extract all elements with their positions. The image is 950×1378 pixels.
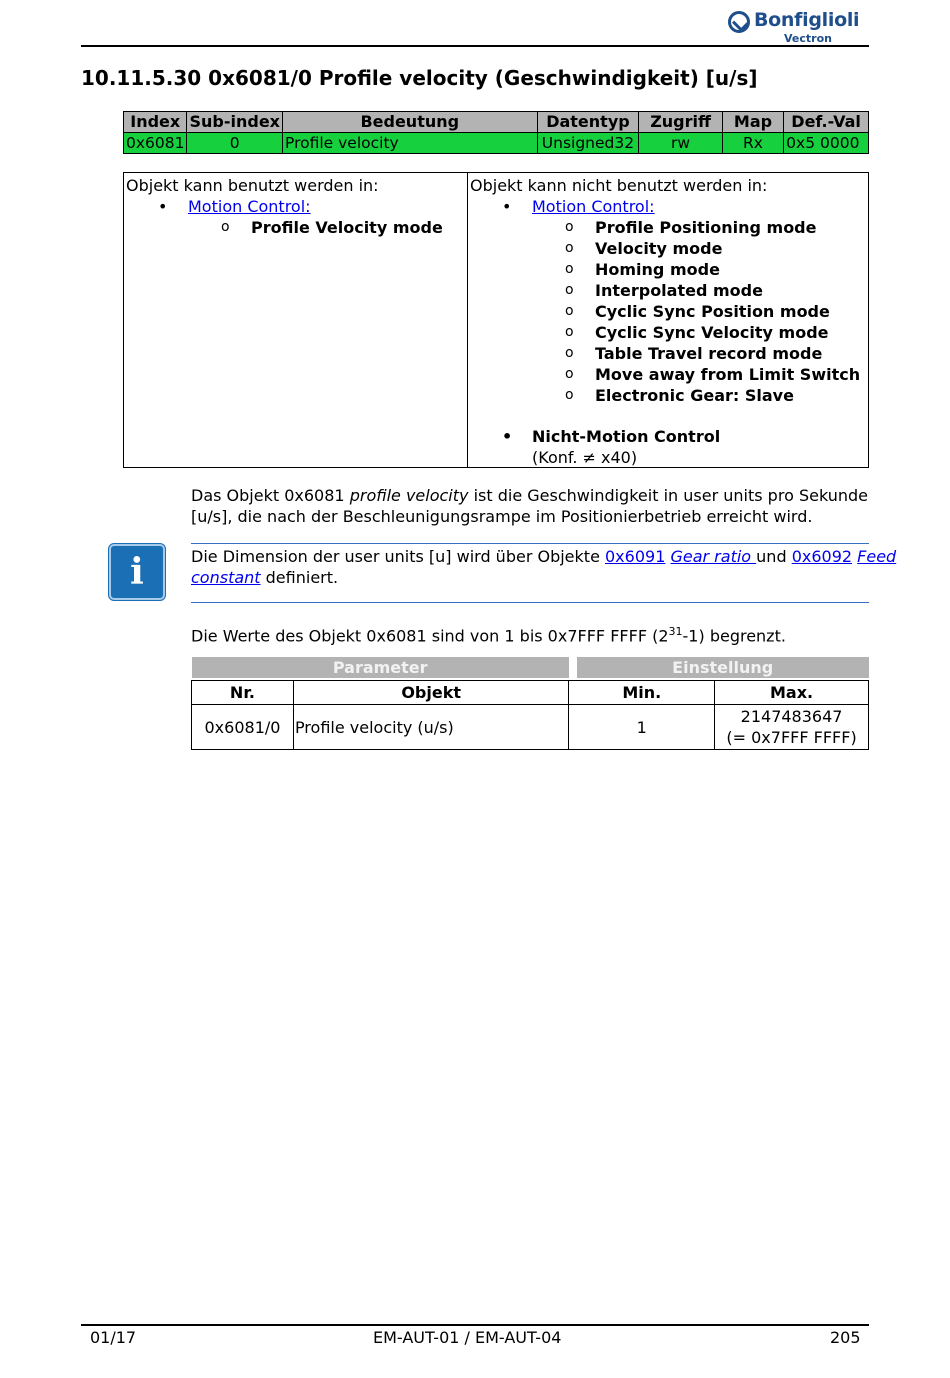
section-title: 10.11.5.30 0x6081/0 Profile velocity (Geschwindigkeit) [u/s] — [81, 66, 758, 90]
info-text: definiert. — [260, 568, 339, 587]
info-text: Die Dimension der user units [u] wird über Objekte — [191, 547, 605, 566]
cell-subindex: 0 — [187, 133, 283, 154]
parameter-table-header — [192, 681, 869, 705]
object-table-header — [124, 112, 869, 133]
info-icon-glyph: i — [130, 551, 144, 593]
range-text-a: Die Werte des Objekt 0x6081 sind von 1 bis 0x7FFF FFFF (2 — [191, 626, 669, 646]
cannot-mode: o Profile Positioning mode — [595, 217, 816, 238]
header-max: Max. — [715, 681, 869, 705]
usage-box — [123, 172, 869, 468]
description-line-2: [u/s], die nach der Beschleunigungsrampe im Positionierbetrieb erreicht wird. — [191, 507, 813, 526]
header-nr: Nr. — [192, 681, 294, 705]
can-group — [188, 196, 311, 217]
motion-control-link[interactable]: Motion Control: — [188, 197, 311, 216]
footer-page: 205 — [830, 1328, 861, 1347]
header-index: Index — [124, 112, 187, 133]
desc-text: ist die Geschwindigkeit in user units pro Sekunde — [468, 486, 869, 505]
group-gap — [569, 657, 577, 678]
header-bedeutung: Bedeutung — [283, 112, 538, 133]
cannot-mode: o Velocity mode — [595, 238, 722, 259]
info-top-rule — [191, 543, 869, 544]
cell-zugriff: rw — [639, 133, 722, 154]
cannot-title: Objekt kann nicht benutzt werden in: — [470, 176, 768, 195]
range-exponent: 31 — [668, 625, 683, 638]
cannot-mode: o Interpolated mode — [595, 280, 763, 301]
info-icon — [109, 544, 165, 600]
info-bottom-rule — [191, 602, 869, 603]
info-text: und — [756, 547, 792, 566]
footer-date: 01/17 — [90, 1328, 137, 1347]
parameter-table — [191, 657, 869, 750]
group-einstellung: Einstellung — [577, 657, 869, 678]
desc-italic: profile velocity — [349, 486, 469, 505]
header-objekt: Objekt — [293, 681, 568, 705]
logo-mark-icon — [728, 11, 750, 33]
cell-map: Rx — [722, 133, 783, 154]
link-feed-constant[interactable]: Feed — [857, 547, 897, 566]
desc-text: Das Objekt 0x6081 — [191, 486, 350, 505]
header-defval: Def.-Val — [784, 112, 869, 133]
usage-can-column — [124, 173, 468, 467]
cell-index: 0x6081 — [124, 133, 187, 154]
can-mode: o Profile Velocity mode — [251, 217, 443, 238]
link-0x6091[interactable]: 0x6091 — [605, 547, 666, 566]
param-max — [715, 705, 869, 750]
link-0x6092[interactable]: 0x6092 — [791, 547, 853, 566]
bonfiglioli-logo — [728, 8, 868, 46]
footer-doc: EM-AUT-01 / EM-AUT-04 — [373, 1328, 562, 1347]
cell-datentyp: Unsigned32 — [537, 133, 639, 154]
footer-rule — [81, 1324, 869, 1326]
cannot-mode: o Cyclic Sync Velocity mode — [595, 322, 829, 343]
param-objekt: Profile velocity (u/s) — [293, 705, 568, 750]
cannot-other-note: (Konf. ≠ x40) — [532, 448, 638, 467]
info-line-2 — [191, 567, 868, 588]
header-subindex: Sub-index — [187, 112, 283, 133]
can-title: Objekt kann benutzt werden in: — [126, 176, 379, 195]
logo-brand: Bonfiglioli — [754, 9, 860, 31]
object-table — [123, 111, 869, 154]
param-nr: 0x6081/0 — [192, 705, 294, 750]
param-max-hex: (= 0x7FFF FFFF) — [726, 728, 857, 747]
cannot-mode: o Electronic Gear: Slave — [595, 385, 794, 406]
cannot-other: • Nicht-Motion Control — [532, 426, 720, 447]
header-rule — [81, 45, 869, 47]
header-datentyp: Datentyp — [537, 112, 639, 133]
link-feed-constant[interactable]: constant — [191, 568, 261, 587]
parameter-table-row — [192, 705, 869, 750]
cannot-mode: o Table Travel record mode — [595, 343, 822, 364]
link-gear-ratio[interactable]: Gear ratio — [670, 547, 757, 566]
motion-control-link[interactable]: Motion Control: — [532, 197, 655, 216]
cannot-mode: o Move away from Limit Switch — [595, 364, 860, 385]
cannot-mode: o Homing mode — [595, 259, 720, 280]
range-text-b: -1) begrenzt. — [682, 626, 786, 646]
group-parameter: Parameter — [192, 657, 569, 678]
param-max-value: 2147483647 — [740, 707, 843, 726]
header-min: Min. — [569, 681, 715, 705]
cannot-group — [532, 196, 655, 217]
cell-defval: 0x5 0000 — [784, 133, 869, 154]
logo-subbrand: Vectron — [784, 32, 832, 45]
usage-cannot-column — [468, 173, 868, 467]
cell-bedeutung: Profile velocity — [283, 133, 538, 154]
range-text — [191, 621, 868, 646]
header-zugriff: Zugriff — [639, 112, 722, 133]
header-map: Map — [722, 112, 783, 133]
object-table-row — [124, 133, 869, 154]
info-line-1 — [191, 546, 897, 567]
param-min: 1 — [569, 705, 715, 750]
description-line-1 — [191, 485, 868, 506]
cannot-mode: o Cyclic Sync Position mode — [595, 301, 830, 322]
